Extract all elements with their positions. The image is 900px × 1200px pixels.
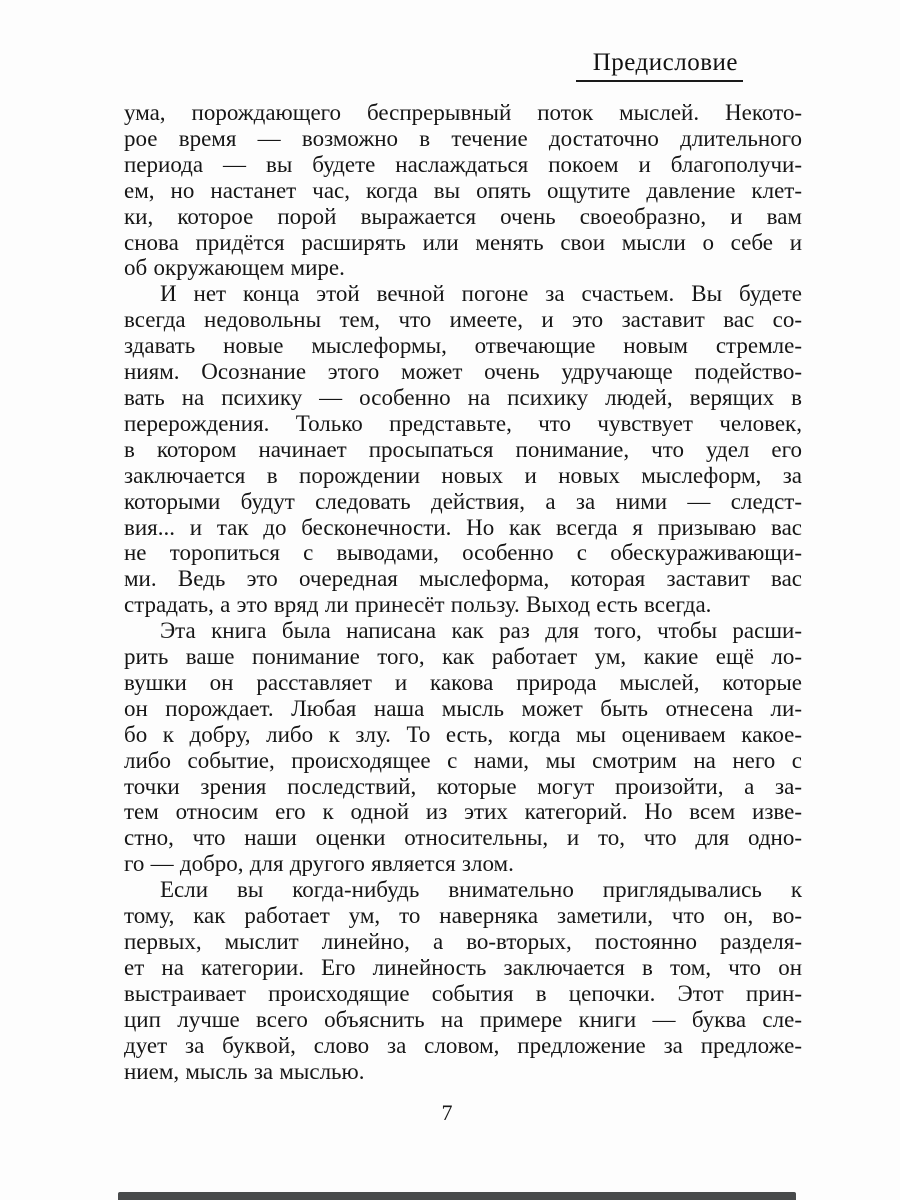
- page-number: 7: [441, 1100, 453, 1125]
- text-line: вать на психику — особенно на психику людей, верящих в: [124, 384, 802, 410]
- text-line: цип лучше всего объяснить на примере книги — буква сле-: [124, 1006, 802, 1032]
- text-line: страдать, а это вряд ли принесёт пользу. Выход есть всегда.: [124, 592, 712, 618]
- running-head: Предисловие: [576, 49, 743, 82]
- text-line: в котором начинает просыпаться понимание, что удел его: [124, 436, 802, 462]
- text-line: бо к добру, либо к злу. То есть, когда мы оцениваем какое-: [124, 721, 802, 747]
- text-line: он порождает. Любая наша мысль может быть отнесена ли-: [124, 695, 802, 721]
- text-block: [124, 100, 802, 1084]
- text-line: дует за буквой, слово за словом, предложение за предложе-: [124, 1032, 802, 1058]
- text-line: ем, но настанет час, когда вы опять ощутите давление клет-: [124, 177, 802, 203]
- text-line: ки, которое порой выражается очень своеобразно, и вам: [124, 203, 802, 229]
- text-line: снова придётся расширять или менять свои мысли о себе и: [124, 229, 802, 255]
- text-line: рое время — возможно в течение достаточно длительного: [124, 125, 802, 151]
- text-line: перерождения. Только представьте, что чувствует человек,: [124, 410, 802, 436]
- text-line: не торопиться с выводами, особенно с обескураживающи-: [124, 540, 802, 566]
- text-line: тем относим его к одной из этих категорий. Но всем изве-: [124, 799, 802, 825]
- text-line: периода — вы будете наслаждаться покоем и благополучи-: [124, 151, 802, 177]
- text-line: здавать новые мыслеформы, отвечающие новым стремле-: [124, 333, 802, 359]
- text-line: го — добро, для другого является злом.: [124, 851, 514, 877]
- text-line: рить ваше понимание того, как работает ум, какие ещё ло-: [124, 644, 802, 670]
- text-line: первых, мыслит линейно, а во-вторых, постоянно разделя-: [124, 929, 802, 954]
- text-line: вия... и так до бесконечности. Но как всегда я призываю вас: [124, 514, 802, 540]
- text-line: которыми будут следовать действия, а за ними — следст-: [124, 488, 802, 514]
- text-line: ниям. Осознание этого может очень удручающе подейство-: [124, 359, 802, 385]
- text-line: об окружающем мире.: [124, 255, 345, 281]
- paragraph: [124, 877, 802, 1084]
- text-line: ет на категории. Его линейность заключается в том, что он: [124, 954, 802, 980]
- paragraph: [124, 281, 802, 618]
- text-line: всегда недовольны тем, что имеете, и это заставит вас со-: [124, 307, 802, 333]
- text-line: нием, мысль за мыслью.: [124, 1058, 365, 1084]
- text-line: стно, что наши оценки относительны, и то, что для одно-: [124, 825, 802, 851]
- paragraph: [124, 618, 802, 877]
- text-line: вушки он расставляет и какова природа мыслей, которые: [124, 669, 802, 695]
- text-line: ми. Ведь это очередная мыслеформа, которая заставит вас: [124, 566, 802, 592]
- text-line: тому, как работает ум, то наверняка заметили, что он, во-: [124, 903, 802, 929]
- scan-artifact-bar: [118, 1192, 796, 1200]
- text-line: Если вы когда-нибудь внимательно приглядывались к: [160, 877, 802, 903]
- text-line: точки зрения последствий, которые могут произойти, а за-: [124, 773, 802, 799]
- text-line: ума, порождающего беспрерывный поток мыслей. Некото-: [124, 100, 802, 125]
- paragraph: [124, 100, 802, 281]
- text-line: И нет конца этой вечной погоне за счастьем. Вы будете: [160, 281, 802, 307]
- text-line: Эта книга была написана как раз для того, чтобы расши-: [160, 618, 802, 644]
- text-line: заключается в порождении новых и новых мыслеформ, за: [124, 462, 802, 488]
- text-line: выстраивает происходящие события в цепочки. Этот прин-: [124, 980, 802, 1006]
- text-line: либо событие, происходящее с нами, мы смотрим на него с: [124, 747, 802, 773]
